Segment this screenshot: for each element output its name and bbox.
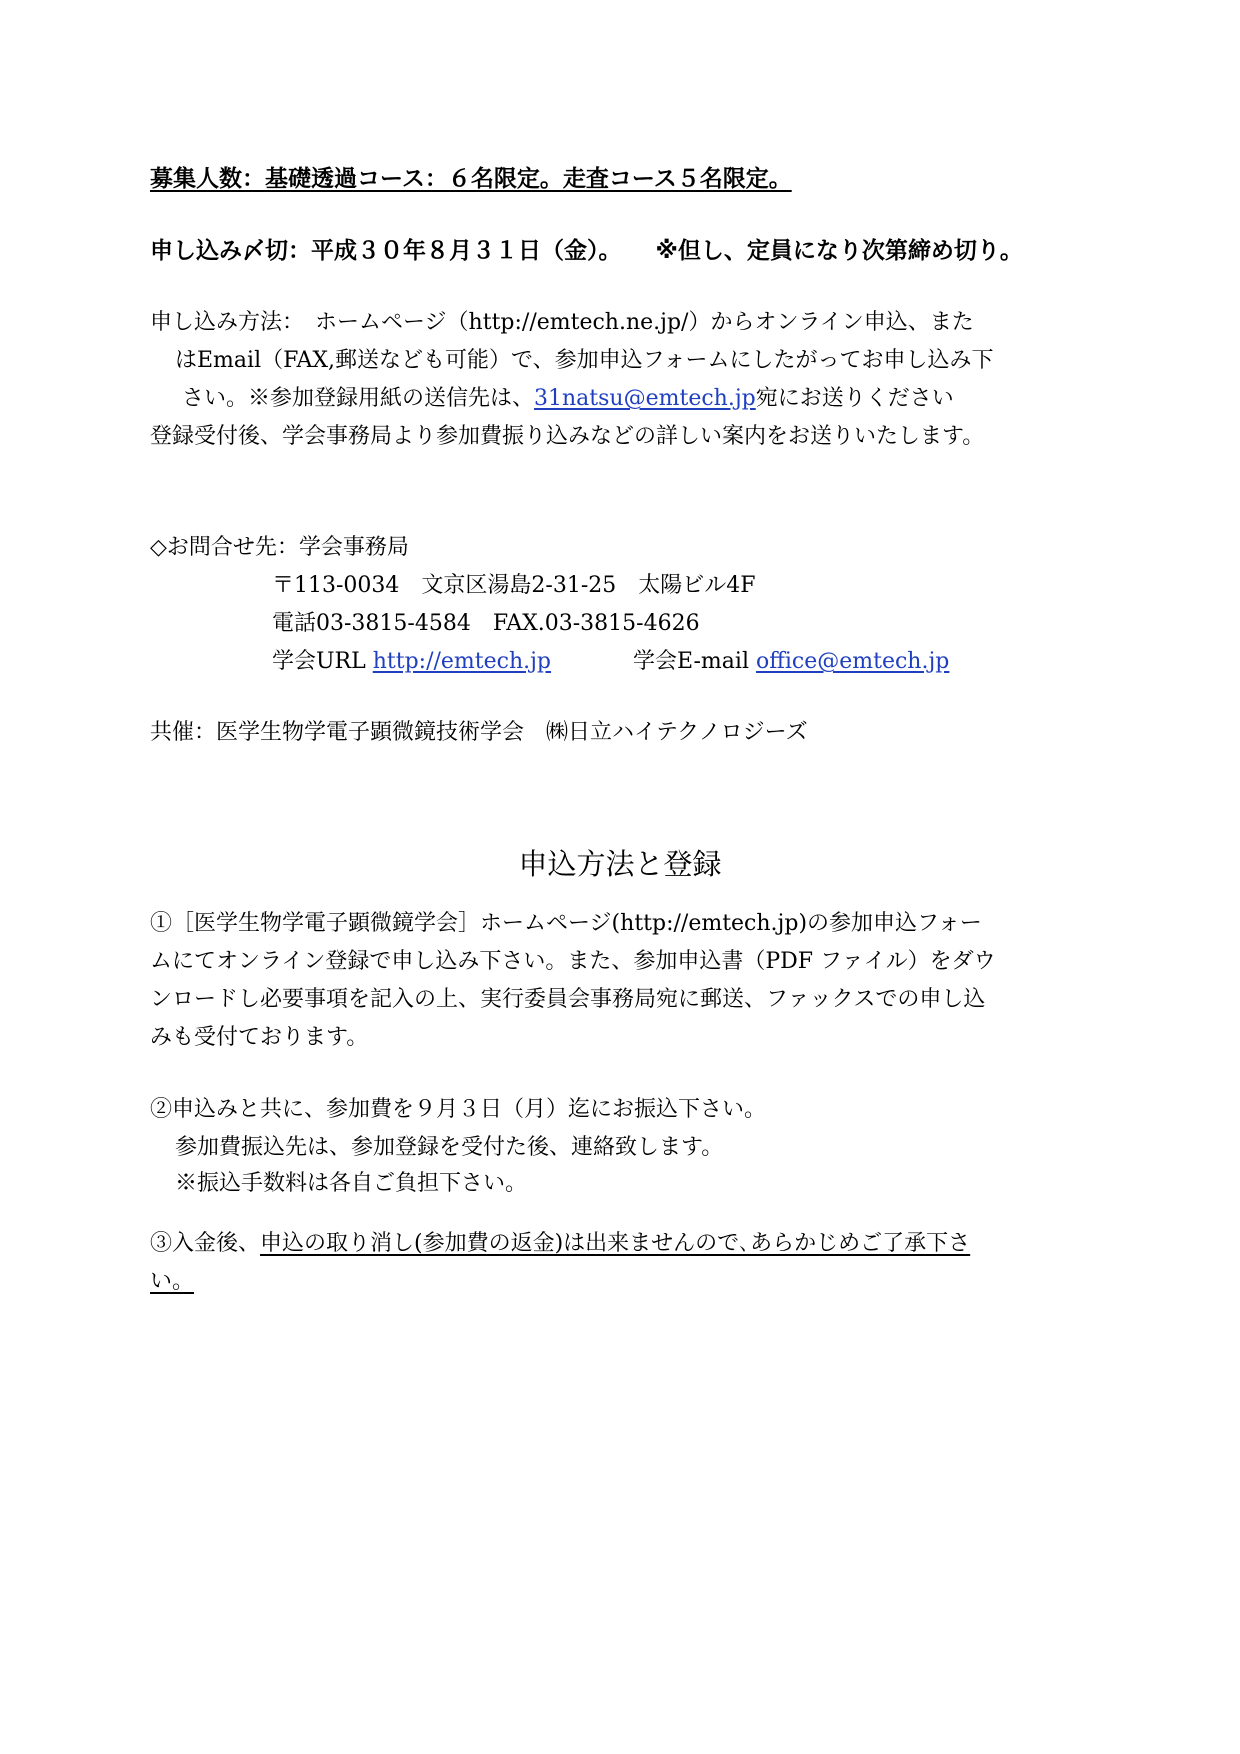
deadline-line [150, 232, 1023, 265]
deadline-label: 申し込み〆切 [150, 238, 288, 264]
item1-line-2: ムにてオンライン登録で申し込み下さい。また、参加申込書（PDF ファイル）をダウ [150, 949, 996, 974]
item2-line-2: 参加費振込先は、参加登録を受付た後、連絡致します。 [175, 1135, 724, 1160]
method-line-3-pre: さい。※参加登録用紙の送信先は、 [182, 386, 535, 411]
society-email-label: 学会E-mail [633, 649, 749, 674]
deadline-sep: ： [288, 238, 311, 264]
item3-line-2 [150, 1264, 194, 1295]
method-line-4: 登録受付後、学会事務局より参加費振り込みなどの詳しい案内をお送りいたします。 [150, 424, 985, 449]
method-line-2: はEmail（FAX,郵送なども可能）で、参加申込フォームにしたがってお申し込み下 [175, 348, 994, 373]
contact-web-row [272, 644, 949, 675]
method-line-1: 申し込み方法： ホームページ（http://emtech.ne.jp/）からオンライン申込、また [150, 310, 974, 335]
recruitment-sep: ： [242, 166, 265, 192]
item3-cancellation-notice: 申込の取り消し(参加費の返金)は出来ませんので､あらかじめご了承下さ [260, 1231, 971, 1256]
deadline-note: ※但し、定員になり次第締め切り。 [655, 238, 1023, 264]
society-url-label: 学会URL [272, 649, 366, 674]
cohost-line: 共催：医学生物学電子顕微鏡技術学会 ㈱日立ハイテクノロジーズ [150, 720, 808, 745]
item2-line-3: ※振込手数料は各自ご負担下さい。 [175, 1171, 528, 1196]
item1-line-1: ①［医学生物学電子顕微鏡学会］ホームページ(http://emtech.jp)の参加申込フォー [150, 911, 982, 936]
item3-prefix: ③入金後、 [150, 1231, 261, 1256]
deadline-date: 平成３０年８月３１日（金）。 [311, 238, 622, 264]
recruitment-label: 募集人数 [150, 166, 242, 192]
registration-email-link[interactable]: 31natsu@emtech.jp [534, 386, 756, 411]
item3-line-1 [150, 1226, 970, 1257]
contact-phone: 電話03-3815-4584 FAX.03-3815-4626 [272, 611, 700, 636]
recruitment-line [150, 160, 792, 193]
society-url-link[interactable]: http://emtech.jp [372, 649, 552, 674]
method-line-3-post: 宛にお送りください [755, 386, 954, 411]
recruitment-text: 基礎透過コース：６名限定。走査コース５名限定。 [265, 166, 792, 192]
item2-line-1: ②申込みと共に、参加費を９月３日（月）迄にお振込下さい。 [150, 1097, 767, 1122]
item3-cancellation-notice-end: い。 [150, 1269, 195, 1294]
item1-line-4: みも受付ております。 [150, 1025, 369, 1050]
method-line-3 [182, 381, 954, 412]
society-email-link[interactable]: office@emtech.jp [755, 649, 950, 674]
item1-line-3: ンロードし必要事項を記入の上、実行委員会事務局宛に郵送、ファックスでの申し込 [150, 987, 986, 1012]
contact-heading: ◇お問合せ先：学会事務局 [150, 535, 409, 560]
section-title: 申込方法と登録 [518, 847, 722, 881]
contact-address: 〒113-0034 文京区湯島2-31-25 太陽ビル4F [272, 573, 756, 598]
